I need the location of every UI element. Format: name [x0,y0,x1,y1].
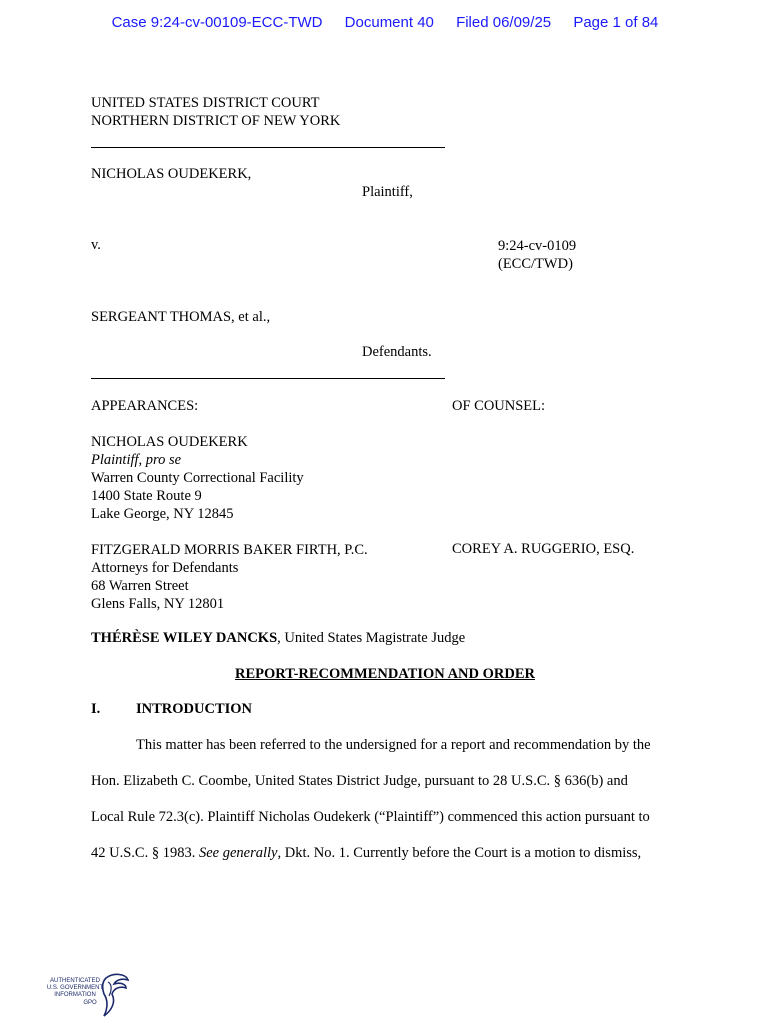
defendant-role: Defendants. [362,344,432,360]
body-line-1: This matter has been referred to the undersigned for a report and recommendation by the [136,737,651,753]
court-name [91,94,340,130]
filed-date: Filed 06/09/25 [456,14,552,31]
seal-line-2: U.S. GOVERNMENT [46,985,104,991]
gpo-authentication-seal [44,972,134,1018]
plaintiff-address-1: Warren County Correctional Facility [91,470,304,486]
report-title: REPORT-RECOMMENDATION AND ORDER [235,666,535,682]
seal-line-3: INFORMATION [54,992,96,998]
judge-name: THÉRÈSE WILEY DANCKS [91,630,278,646]
plaintiff-address-2: 1400 State Route 9 [91,488,202,504]
document-number: Document 40 [344,14,434,31]
body-line-4-c: , Dkt. No. 1. Currently before the Court is a motion to dismiss, [277,845,642,861]
plaintiff-name: NICHOLAS OUDEKERK, [91,166,252,182]
defense-counsel: COREY A. RUGGERIO, ESQ. [452,541,635,557]
judge-title: , United States Magistrate Judge [277,630,466,646]
of-counsel-heading: OF COUNSEL: [452,398,546,414]
defense-appearance [91,541,368,613]
plaintiff-appearance-name: NICHOLAS OUDEKERK [91,434,248,450]
case-number: Case 9:24-cv-00109-ECC-TWD [111,14,323,31]
judge-line [91,630,465,647]
caption-divider-bottom [91,378,445,379]
appearances-heading: APPEARANCES: [91,398,199,414]
page-indicator: Page 1 of 84 [573,14,659,31]
case-suffix-line: (ECC/TWD) [498,256,573,272]
versus: v. [91,237,101,253]
court-line-1: UNITED STATES DISTRICT COURT [91,95,320,111]
section-title: INTRODUCTION [136,701,253,717]
defendant-name: SERGEANT THOMAS, et al., [91,309,271,325]
body-line-4-signal: See generally [198,845,278,861]
defense-role: Attorneys for Defendants [91,560,239,576]
plaintiff-address-3: Lake George, NY 12845 [91,506,234,522]
body-line-4-a: 42 U.S.C. § 1983. [91,845,199,861]
body-line-3: Local Rule 72.3(c). Plaintiff Nicholas Oudekerk (“Plaintiff”) commenced this action pursuant to [91,809,650,825]
seal-line-1: AUTHENTICATED [50,978,100,984]
case-caption-number [498,237,576,273]
plaintiff-role: Plaintiff, [362,184,413,200]
body-line-4 [91,845,641,862]
plaintiff-appearance-role: Plaintiff, pro se [91,452,182,468]
body-line-2: Hon. Elizabeth C. Coombe, United States District Judge, pursuant to 28 U.S.C. § 636(b) and [91,773,628,789]
section-number: I. [91,701,101,717]
court-line-2: NORTHERN DISTRICT OF NEW YORK [91,113,341,129]
defense-address-1: 68 Warren Street [91,578,189,594]
defense-address-2: Glens Falls, NY 12801 [91,596,225,612]
eagle-icon [98,972,132,1018]
defense-firm: FITZGERALD MORRIS BAKER FIRTH, P.C. [91,542,368,558]
plaintiff-appearance [91,433,304,523]
case-number-line: 9:24-cv-0109 [498,238,577,254]
case-header [0,14,770,31]
caption-divider-top [91,147,445,148]
seal-line-4: GPO [83,1000,97,1006]
